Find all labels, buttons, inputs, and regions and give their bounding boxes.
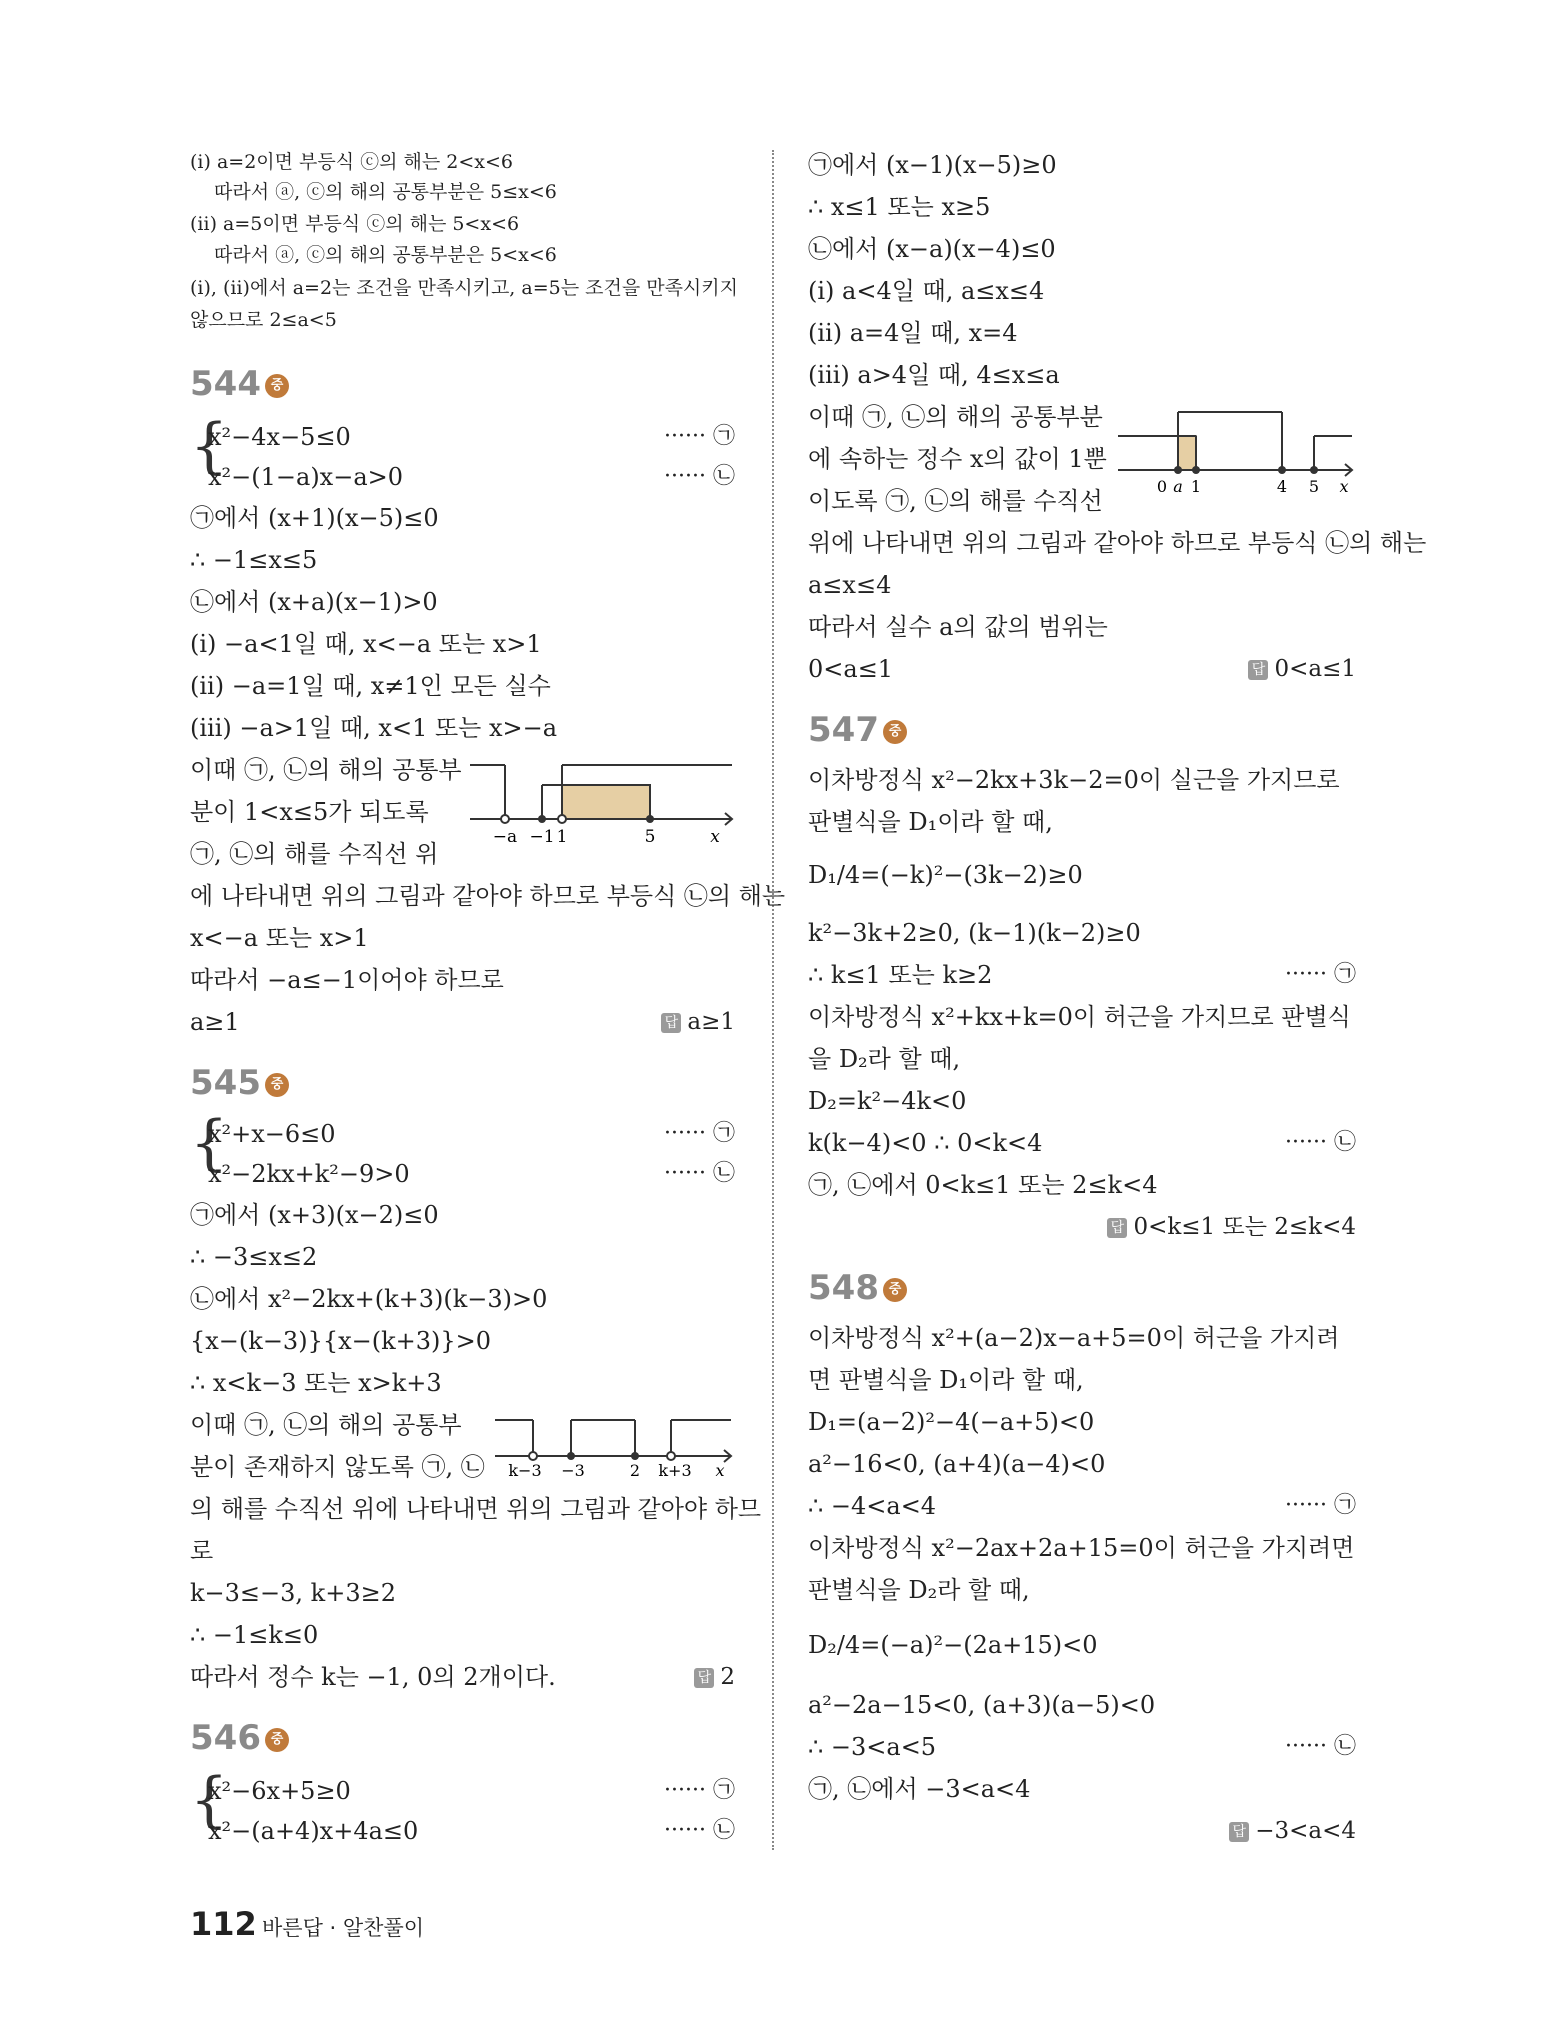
text-line: ∴ x<k−3 또는 x>k+3: [190, 1369, 442, 1397]
answer-badge-icon: 답: [1229, 1822, 1249, 1842]
answer-545: 답 2: [694, 1662, 735, 1692]
text-line: 면 판별식을 D₁이라 할 때,: [808, 1366, 1084, 1394]
tick-label: 5: [644, 827, 656, 845]
answer-badge-icon: 답: [1248, 660, 1268, 680]
answer-548: 답 −3<a<4: [1229, 1816, 1356, 1846]
text-line: ㉠, ㉡에서 −3<a<4: [808, 1775, 1031, 1803]
text-line: 판별식을 D₁이라 할 때,: [808, 808, 1053, 836]
text-line: a²−2a−15<0, (a+3)(a−5)<0: [808, 1691, 1156, 1719]
answer-544: 답 a≥1: [661, 1007, 735, 1037]
text-line: 분이 존재하지 않도록 ㉠, ㉡: [190, 1453, 485, 1481]
text-line: ㉡에서 (x+a)(x−1)>0: [190, 588, 438, 616]
tag-1: ······ ㉠: [664, 424, 735, 449]
text-line: ∴ −3≤x≤2: [190, 1243, 318, 1271]
tag-2: ······ ㉡: [1285, 1130, 1356, 1155]
text-line: ∴ k≤1 또는 k≥2: [808, 961, 993, 989]
tick-label: 0: [1156, 477, 1168, 496]
text-line: ㉠, ㉡에서 0<k≤1 또는 2≤k<4: [808, 1171, 1158, 1199]
text-line: 판별식을 D₂라 할 때,: [808, 1576, 1030, 1604]
problem-number-548: 548 중: [808, 1268, 907, 1308]
text-line: 이차방정식 x²−2ax+2a+15=0이 허근을 가지려면: [808, 1534, 1355, 1562]
level-badge: 중: [265, 1728, 289, 1752]
tick-label: 2: [629, 1461, 641, 1480]
number-line-544: [470, 755, 735, 845]
problem-number-547: 547 중: [808, 710, 907, 750]
text-line: (ⅲ) −a>1일 때, x<1 또는 x>−a: [190, 714, 558, 742]
text-line: 이차방정식 x²+(a−2)x−a+5=0이 허근을 가지려: [808, 1324, 1340, 1352]
text-line: 이때 ㉠, ㉡의 해의 공통부분: [808, 403, 1103, 431]
system-eq-1: x²−6x+5≥0: [208, 1777, 351, 1805]
system-brace: {: [190, 411, 229, 481]
text-line: 을 D₂라 할 때,: [808, 1045, 961, 1073]
overlap-region: [1178, 436, 1196, 470]
problem-number-544: 544 중: [190, 364, 289, 404]
text-line: k−3≤−3, k+3≥2: [190, 1579, 396, 1607]
tick-label: a: [1173, 477, 1183, 496]
text-line: ㉠에서 (x−1)(x−5)≥0: [808, 151, 1057, 179]
text-line: D₁/4=(−k)²−(3k−2)≥0: [808, 861, 1083, 889]
tag-2: ······ ㉡: [664, 464, 735, 489]
column-divider: [772, 150, 774, 1850]
system-eq-2: x²−(a+4)x+4a≤0: [208, 1817, 419, 1845]
axis-label: x: [1339, 477, 1349, 496]
text-line: (ⅲ) a>4일 때, 4≤x≤a: [808, 361, 1060, 389]
answer-badge-icon: 답: [694, 1668, 714, 1688]
text-line: 따라서 −a≤−1이어야 하므로: [190, 966, 504, 994]
tick-label: −3: [561, 1461, 585, 1480]
tick-label: −a: [492, 827, 518, 845]
footer-title: 바른답 · 알찬풀이: [262, 1916, 425, 1940]
text-line: 따라서 ⓐ, ⓒ의 해의 공통부분은 5<x<6: [214, 244, 557, 266]
problem-number-546: 546 중: [190, 1718, 289, 1758]
tick-label: −1: [529, 827, 555, 845]
text-line: 분이 1<x≤5가 되도록: [190, 798, 429, 826]
tick-label: 1: [556, 827, 568, 845]
system-eq-2: x²−2kx+k²−9>0: [208, 1160, 410, 1188]
overlap-region: [562, 785, 650, 819]
text-line: (ⅰ), (ⅱ)에서 a=2는 조건을 만족시키고, a=5는 조건을 만족시키지: [190, 277, 738, 299]
text-line: 로: [190, 1537, 214, 1565]
text-line: 에 속하는 정수 x의 값이 1뿐: [808, 445, 1107, 473]
text-line: ㉠에서 (x+3)(x−2)≤0: [190, 1201, 439, 1229]
system-eq-2: x²−(1−a)x−a>0: [208, 463, 404, 491]
tick-label: 5: [1308, 477, 1320, 496]
axis-label: x: [715, 1461, 725, 1480]
tag-2: ······ ㉡: [1285, 1734, 1356, 1759]
number-line-545: [495, 1408, 735, 1480]
tick-label: 1: [1190, 477, 1202, 496]
text-line: 따라서 ⓐ, ⓒ의 해의 공통부분은 5≤x<6: [214, 181, 557, 203]
tick-label: k−3: [508, 1461, 542, 1480]
text-line: D₁=(a−2)²−4(−a+5)<0: [808, 1408, 1095, 1436]
text-line: ㉠에서 (x+1)(x−5)≤0: [190, 504, 439, 532]
level-badge: 중: [883, 720, 907, 744]
text-line: (ⅱ) a=5이면 부등식 ⓒ의 해는 5<x<6: [190, 213, 520, 235]
text-line: a²−16<0, (a+4)(a−4)<0: [808, 1450, 1106, 1478]
tag-1: ······ ㉠: [1285, 962, 1356, 987]
tag-1: ······ ㉠: [664, 1121, 735, 1146]
system-brace: {: [190, 1108, 229, 1178]
answer-546: 답 0<a≤1: [1248, 654, 1356, 684]
text-line: 위에 나타내면 위의 그림과 같아야 하므로 부등식 ㉡의 해는: [808, 529, 1427, 557]
tick-label: 4: [1276, 477, 1288, 496]
text-line: ∴ −4<a<4: [808, 1492, 937, 1520]
answer-547: 답 0<k≤1 또는 2≤k<4: [1107, 1212, 1356, 1242]
text-line: 않으므로 2≤a<5: [190, 309, 337, 331]
text-line: 따라서 실수 a의 값의 범위는: [808, 613, 1108, 641]
axis-label: x: [710, 827, 720, 845]
text-line: ∴ −3<a<5: [808, 1733, 937, 1761]
system-eq-1: x²−4x−5≤0: [208, 423, 351, 451]
tick-label: k+3: [658, 1461, 692, 1480]
page-number: 112: [190, 1905, 257, 1943]
text-line: ∴ −1≤k≤0: [190, 1621, 319, 1649]
text-line: 이때 ㉠, ㉡의 해의 공통부: [190, 1411, 462, 1439]
text-line: ㉡에서 (x−a)(x−4)≤0: [808, 235, 1056, 263]
text-line: x<−a 또는 x>1: [190, 924, 369, 952]
text-line: (ⅱ) a=4일 때, x=4: [808, 319, 1018, 347]
text-line: D₂/4=(−a)²−(2a+15)<0: [808, 1631, 1098, 1659]
text-line: ∴ x≤1 또는 x≥5: [808, 193, 991, 221]
text-line: {x−(k−3)}{x−(k+3)}>0: [190, 1327, 492, 1355]
tag-2: ······ ㉡: [664, 1161, 735, 1186]
problem-number-545: 545 중: [190, 1063, 289, 1103]
tag-1: ······ ㉠: [664, 1778, 735, 1803]
text-line: k²−3k+2≥0, (k−1)(k−2)≥0: [808, 919, 1141, 947]
answer-badge-icon: 답: [1107, 1218, 1127, 1238]
text-line: a≤x≤4: [808, 571, 892, 599]
number-line-546: [1118, 400, 1356, 498]
text-line: 이차방정식 x²+kx+k=0이 허근을 가지므로 판별식: [808, 1003, 1351, 1031]
text-line: a≥1: [190, 1008, 240, 1036]
level-badge: 중: [265, 1073, 289, 1097]
text-line: (ⅰ) a=2이면 부등식 ⓒ의 해는 2<x<6: [190, 151, 513, 173]
system-eq-1: x²+x−6≤0: [208, 1120, 336, 1148]
text-line: 이때 ㉠, ㉡의 해의 공통부: [190, 756, 462, 784]
text-line: ㉠, ㉡의 해를 수직선 위: [190, 840, 439, 868]
text-line: (ⅰ) −a<1일 때, x<−a 또는 x>1: [190, 630, 542, 658]
text-line: 이차방정식 x²−2kx+3k−2=0이 실근을 가지므로: [808, 766, 1340, 794]
text-line: ㉡에서 x²−2kx+(k+3)(k−3)>0: [190, 1285, 548, 1313]
level-badge: 중: [265, 374, 289, 398]
text-line: 에 나타내면 위의 그림과 같아야 하므로 부등식 ㉡의 해는: [190, 882, 786, 910]
text-line: 의 해를 수직선 위에 나타내면 위의 그림과 같아야 하므: [190, 1495, 762, 1523]
system-brace: {: [190, 1765, 229, 1835]
tag-2: ······ ㉡: [664, 1818, 735, 1843]
text-line: (ⅰ) a<4일 때, a≤x≤4: [808, 277, 1045, 305]
level-badge: 중: [883, 1278, 907, 1302]
text-line: k(k−4)<0 ∴ 0<k<4: [808, 1129, 1043, 1157]
answer-badge-icon: 답: [661, 1013, 681, 1033]
tag-1: ······ ㉠: [1285, 1493, 1356, 1518]
text-line: 이도록 ㉠, ㉡의 해를 수직선: [808, 487, 1103, 515]
text-line: D₂=k²−4k<0: [808, 1087, 967, 1115]
text-line: 따라서 정수 k는 −1, 0의 2개이다.: [190, 1663, 556, 1691]
text-line: (ⅱ) −a=1일 때, x≠1인 모든 실수: [190, 672, 551, 700]
text-line: ∴ −1≤x≤5: [190, 546, 318, 574]
text-line: 0<a≤1: [808, 655, 894, 683]
